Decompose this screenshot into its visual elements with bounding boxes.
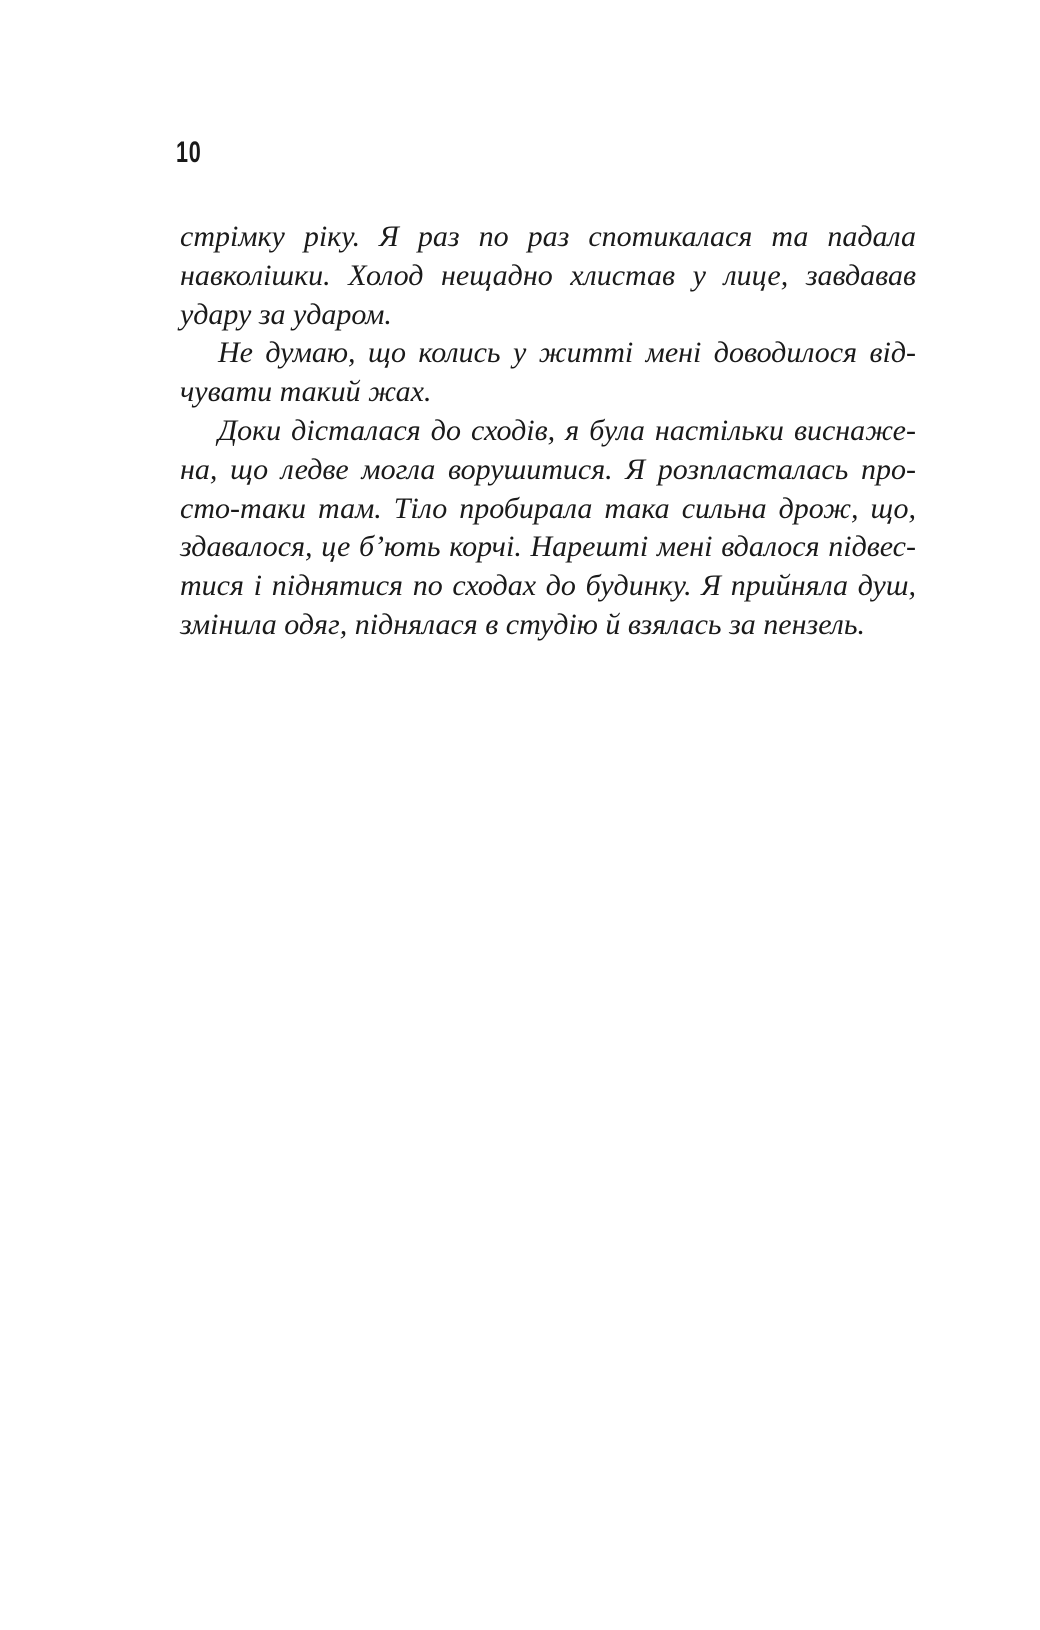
text-line: навколішки. Холод нещадно хлистав у лице, завдавав	[180, 258, 916, 292]
text-line: здавалося, це б’ють корчі. Нарешті мені вдалося підвес-	[180, 530, 916, 564]
text-line: стрімку ріку. Я раз по раз спотикалася та падала	[180, 220, 916, 253]
text-line: тися і піднятися по сходах до будинку. Я прийняла душ,	[180, 569, 916, 603]
body-text	[180, 218, 916, 645]
text-line: Доки дісталася до сходів, я була настільки виснаже-	[218, 413, 916, 447]
text-line: сто-таки там. Тіло пробирала така сильна дрож, що,	[180, 491, 916, 525]
text-line: на, що ледве могла ворушитися. Я розпласталась про-	[180, 452, 916, 486]
text-line: Не думаю, що колись у житті мені доводилося від-	[218, 336, 916, 370]
text-line: удару за ударом.	[180, 297, 392, 331]
page-number: 10	[176, 136, 202, 169]
text-line: змінила одяг, піднялася в студію й взялась за пензель.	[180, 607, 865, 641]
text-line: чувати такий жах.	[180, 375, 432, 409]
